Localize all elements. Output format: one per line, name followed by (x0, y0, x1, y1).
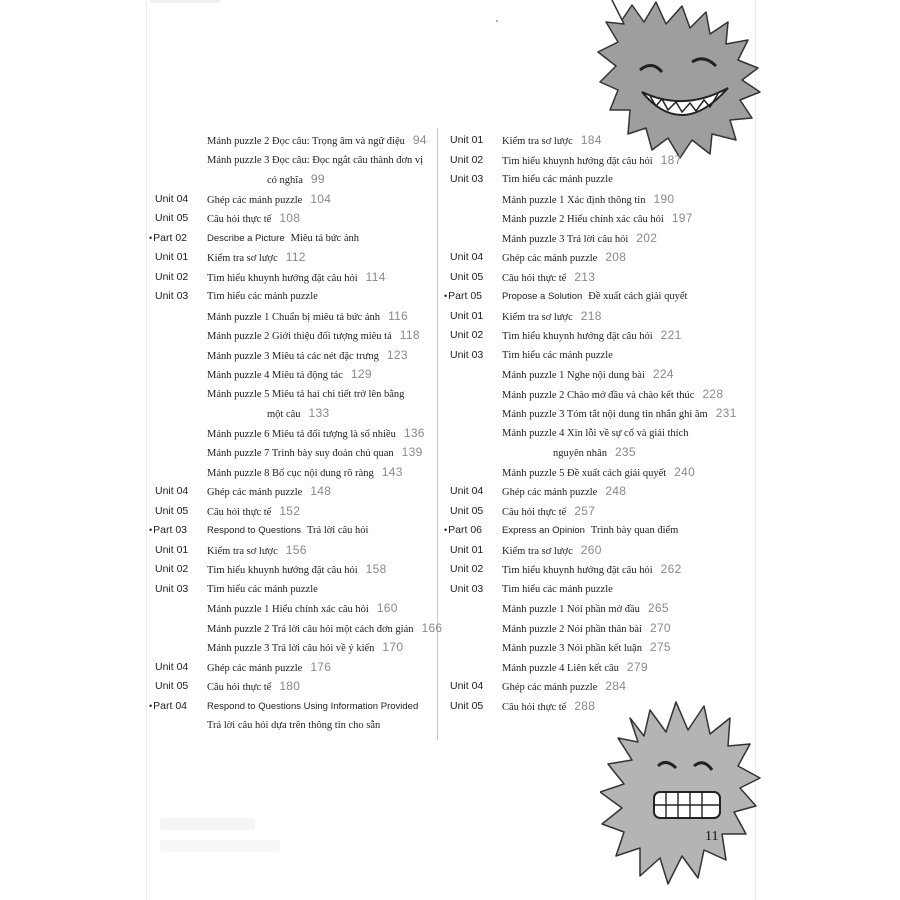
entry-text: Mảnh puzzle 5 Đề xuất cách giải quyết (502, 467, 667, 479)
toc-entry (155, 326, 440, 346)
entry-text: Tìm hiểu các mảnh puzzle (502, 583, 613, 595)
entry-title (502, 229, 657, 250)
page-ref: 202 (636, 230, 658, 245)
entry-title (502, 658, 648, 679)
entry-title (553, 443, 636, 464)
entry-text: Mảnh puzzle 1 Xác định thông tin (502, 194, 646, 206)
part-english-title: Respond to Questions Using Information Provided (207, 700, 419, 712)
toc-entry (155, 580, 440, 600)
entry-text: Mảnh puzzle 4 Xin lỗi về sự cố và giải thích (502, 427, 689, 439)
page-ref: 158 (365, 562, 387, 576)
entry-title (207, 502, 300, 523)
page-ref: 116 (388, 308, 409, 323)
entry-text: Mảnh puzzle 3 Trả lời câu hỏi về ý kiến (207, 643, 375, 654)
page-ref: 160 (376, 601, 398, 615)
page-ref: 224 (652, 367, 674, 381)
entry-title (267, 170, 325, 191)
bullet-dot: • (444, 291, 448, 301)
unit-label: Unit 05 (450, 699, 484, 712)
page-ref: 187 (660, 152, 682, 167)
unit-label: Unit 03 (450, 348, 484, 361)
toc-entry (155, 287, 440, 307)
page-ref: 228 (702, 386, 724, 401)
toc-entry (450, 502, 740, 522)
entry-text: Mảnh puzzle 3 Tóm tắt nội dung tin nhắn ghi âm (502, 409, 708, 420)
toc-entry (450, 385, 740, 405)
entry-text: Mảnh puzzle 8 Bố cục nội dung rõ ràng (207, 467, 374, 479)
entry-title (502, 131, 602, 152)
toc-entry (155, 248, 440, 268)
entry-text: Mảnh puzzle 4 Miêu tả động tác (207, 370, 343, 381)
toc-entry (155, 365, 440, 385)
entry-title (502, 599, 669, 620)
bullet-dot: • (149, 232, 153, 243)
entry-title (502, 541, 602, 562)
entry-title (207, 580, 318, 600)
toc-entry (450, 248, 740, 268)
entry-text: nguyên nhân (553, 448, 607, 459)
page-ref: 265 (647, 601, 669, 615)
toc-left-column (149, 131, 443, 736)
toc-entry (155, 599, 440, 619)
toc-entry (155, 190, 440, 210)
toc-entry (444, 521, 740, 541)
page-ref: 197 (671, 211, 693, 225)
part-label: •Part 05 (444, 290, 483, 302)
page-ref: 279 (626, 659, 648, 674)
entry-title (502, 307, 602, 328)
entry-text: Câu hỏi thực tế (502, 272, 567, 284)
entry-title (502, 365, 674, 386)
entry-text: Câu hỏi thực tế (502, 506, 567, 518)
unit-label: Unit 02 (155, 270, 189, 283)
toc-entry (155, 619, 443, 639)
entry-title (207, 190, 331, 211)
entry-text: Tìm hiểu các mảnh puzzle (502, 174, 613, 185)
toc-entry (450, 209, 740, 229)
toc-entry (155, 424, 440, 444)
toc-entry (155, 482, 440, 502)
entry-title (502, 463, 695, 484)
entry-title (207, 697, 424, 717)
page-ref: 118 (399, 328, 420, 342)
entry-text: Mảnh puzzle 3 Nói phần kết luận (502, 643, 642, 654)
entry-title (207, 248, 306, 269)
entry-text: Mảnh puzzle 1 Hiểu chính xác câu hỏi (207, 604, 369, 615)
entry-title (502, 268, 595, 289)
toc-entry (450, 541, 740, 561)
entry-title (207, 658, 331, 679)
entry-text: Ghép các mảnh puzzle (502, 682, 598, 693)
entry-title (207, 268, 386, 289)
toc-entry (450, 307, 740, 327)
page-ref: 166 (421, 620, 443, 635)
entry-title (207, 619, 442, 640)
toc-entry (149, 521, 440, 541)
faint-mark (150, 0, 220, 3)
page-ref: 248 (605, 484, 627, 498)
unit-label: Unit 03 (450, 173, 484, 185)
page-ref: 190 (653, 191, 675, 206)
sun-mascot-grimacing-icon (600, 688, 770, 900)
entry-title (207, 424, 425, 445)
entry-text: Đề xuất cách giải quyết (588, 291, 688, 302)
unit-label: Unit 04 (155, 485, 189, 497)
page-ref: 260 (580, 542, 602, 557)
toc-entry (155, 638, 440, 658)
entry-title (502, 151, 682, 172)
entry-text: Mảnh puzzle 2 Chào mở đầu và chào kết thúc (502, 389, 695, 401)
entry-title (502, 404, 737, 425)
toc-entry (450, 131, 740, 151)
page-ref: 218 (580, 308, 602, 323)
toc-entry (450, 619, 740, 639)
unit-label: Unit 03 (155, 290, 189, 302)
toc-entry (450, 170, 740, 190)
page-ref: 136 (403, 425, 425, 440)
toc-entry (450, 463, 740, 483)
unit-label: Unit 04 (450, 680, 484, 692)
part-label: •Part 04 (149, 699, 188, 712)
toc-entry (155, 560, 440, 580)
part-english-title: Express an Opinion (502, 525, 585, 536)
print-speck (496, 20, 498, 22)
entry-text: Mảnh puzzle 1 Nói phần mở đầu (502, 604, 640, 615)
entry-title (207, 463, 403, 484)
entry-title (207, 307, 408, 328)
entry-title (207, 541, 307, 562)
entry-title (502, 677, 626, 698)
entry-title (207, 346, 408, 367)
entry-text: Mảnh puzzle 2 Hiểu chính xác câu hỏi (502, 214, 664, 225)
toc-entry (450, 229, 740, 249)
page-ref: 152 (279, 503, 301, 518)
page-ref: 99 (310, 172, 325, 186)
toc-entry (450, 268, 740, 288)
entry-title (502, 580, 613, 600)
toc-entry (155, 443, 440, 463)
entry-text: Tìm hiểu các mảnh puzzle (502, 349, 613, 361)
toc-entry (444, 287, 740, 307)
entry-title (207, 638, 403, 659)
unit-label: Unit 05 (155, 504, 189, 517)
toc-entry (450, 677, 740, 697)
toc-entry (155, 209, 440, 229)
entry-text: Kiểm tra sơ lược (502, 545, 573, 557)
entry-text: Câu hỏi thực tế (207, 506, 272, 518)
part-label: •Part 02 (149, 231, 188, 244)
entry-title (502, 619, 671, 640)
entry-text: Mảnh puzzle 7 Trình bày suy đoán chủ quan (207, 448, 394, 459)
toc-entry (155, 385, 440, 405)
unit-label: Unit 01 (450, 134, 484, 146)
entry-text: Tìm hiểu khuynh hướng đặt câu hỏi (502, 155, 653, 167)
entry-text: Tìm hiểu khuynh hướng đặt câu hỏi (207, 272, 358, 284)
toc-entry (450, 346, 740, 366)
entry-text: Kiểm tra sơ lược (207, 545, 278, 557)
entry-title (502, 248, 626, 269)
toc-entry (155, 463, 440, 483)
page-ref: 221 (660, 328, 682, 342)
unit-label: Unit 02 (450, 563, 484, 575)
entry-title (502, 209, 693, 230)
unit-label: Unit 03 (450, 582, 484, 595)
toc-entry (450, 424, 740, 444)
entry-title (267, 404, 329, 425)
entry-title (207, 365, 372, 386)
entry-title (502, 482, 626, 503)
part-english-title: Describe a Picture (207, 232, 285, 244)
entry-title (502, 346, 613, 366)
unit-label: Unit 04 (155, 192, 189, 205)
toc-entry (450, 482, 740, 502)
page-ref: 275 (649, 640, 671, 654)
faint-mark (160, 840, 280, 852)
toc-entry (450, 697, 740, 717)
entry-text: Mảnh puzzle 2 Đọc câu: Trọng âm và ngữ điệu (207, 136, 405, 147)
entry-text: Kiểm tra sơ lược (207, 253, 278, 264)
page-ref: 235 (614, 445, 636, 459)
page-ref: 176 (310, 659, 332, 674)
bullet-dot: • (149, 700, 153, 711)
entry-title (502, 697, 595, 718)
entry-title (502, 638, 671, 659)
toc-entry (450, 560, 740, 580)
entry-title (207, 385, 404, 405)
entry-title (502, 170, 613, 190)
part-english-title: Respond to Questions (207, 525, 302, 536)
page-number: 11 (705, 829, 719, 844)
bullet-dot: • (444, 525, 448, 535)
unit-label: Unit 02 (450, 329, 484, 341)
page-ref: 170 (382, 640, 404, 654)
page-ref: 288 (574, 698, 596, 713)
page-ref: 104 (310, 191, 332, 206)
page-ref: 156 (285, 542, 307, 557)
entry-text: Câu hỏi thực tế (502, 701, 567, 713)
page-ref: 180 (279, 679, 301, 693)
entry-text: Mảnh puzzle 1 Chuẩn bị miêu tả bức ảnh (207, 311, 381, 323)
toc-entry (450, 638, 740, 658)
entry-text: Trình bày quan điểm (590, 525, 679, 536)
unit-label: Unit 01 (155, 251, 189, 263)
toc-entry (155, 307, 440, 327)
entry-text: Tìm hiểu các mảnh puzzle (207, 583, 318, 595)
entry-text: Ghép các mảnh puzzle (207, 194, 303, 206)
unit-label: Unit 03 (155, 582, 189, 595)
entry-text: Trả lời câu hỏi (307, 525, 369, 536)
entry-title (502, 502, 595, 523)
toc-entry (450, 365, 740, 385)
page-ref: 213 (574, 269, 596, 284)
page-ref: 108 (279, 211, 301, 225)
page-ref: 270 (649, 620, 671, 635)
entry-text: Mảnh puzzle 4 Liên kết câu (502, 662, 619, 674)
entry-text: Mảnh puzzle 3 Miêu tả các nét đặc trưng (207, 350, 379, 362)
entry-text: Miêu tả bức ảnh (290, 232, 360, 244)
page-ref: 133 (308, 406, 330, 420)
entry-text: Ghép các mảnh puzzle (207, 487, 303, 498)
entry-title (502, 326, 682, 347)
toc-right-column (444, 131, 740, 716)
toc-entry (155, 151, 440, 171)
entry-text: Trả lời câu hỏi dựa trên thông tin cho sẵn (207, 720, 381, 731)
entry-text: một câu (267, 409, 301, 420)
toc-entry (155, 404, 440, 424)
entry-text: Mảnh puzzle 6 Miêu tả đối tượng là số nhiều (207, 428, 396, 440)
page-ref: 257 (574, 503, 596, 518)
unit-label: Unit 04 (155, 660, 189, 673)
unit-label: Unit 04 (450, 485, 484, 497)
unit-label: Unit 02 (155, 563, 189, 575)
unit-label: Unit 02 (450, 153, 484, 166)
toc-entry (155, 170, 440, 190)
unit-label: Unit 05 (155, 212, 189, 224)
entry-title (502, 385, 723, 406)
entry-title (207, 209, 300, 230)
entry-title (207, 716, 380, 736)
page-ref: 112 (285, 250, 306, 264)
toc-entry (450, 580, 740, 600)
toc-entry (155, 716, 440, 736)
entry-text: Mảnh puzzle 3 Trả lời câu hỏi (502, 233, 629, 245)
entry-title (502, 287, 687, 307)
page-ref: 139 (401, 445, 423, 459)
entry-text: Câu hỏi thực tế (207, 682, 272, 693)
page-ref: 123 (386, 347, 408, 362)
page-ref: 231 (715, 406, 737, 420)
entry-text: có nghĩa (267, 175, 303, 186)
page-ref: 240 (674, 464, 696, 479)
entry-title (502, 521, 678, 541)
toc-entry (450, 151, 740, 171)
entry-title (502, 190, 674, 211)
unit-label: Unit 01 (450, 309, 484, 322)
unit-label: Unit 01 (155, 543, 189, 556)
toc-entry (155, 541, 440, 561)
unit-label: Unit 04 (450, 251, 484, 263)
part-english-title: Propose a Solution (502, 291, 583, 302)
entry-title (207, 326, 420, 347)
entry-text: Mảnh puzzle 3 Đọc câu: Đọc ngắt câu thành đơn vị (207, 154, 424, 166)
entry-title (207, 482, 331, 503)
page-ref: 94 (412, 133, 427, 147)
entry-text: Mảnh puzzle 5 Miêu tả hai chi tiết trở lên bằng (207, 388, 405, 400)
toc-entry (149, 697, 440, 717)
bullet-dot: • (149, 525, 153, 535)
part-label: •Part 06 (444, 524, 483, 536)
entry-text: Ghép các mảnh puzzle (502, 253, 598, 264)
entry-text: Tìm hiểu các mảnh puzzle (207, 291, 318, 302)
entry-title (207, 229, 359, 249)
toc-entry (155, 131, 440, 151)
entry-title (207, 599, 398, 620)
unit-label: Unit 05 (450, 504, 484, 517)
unit-label: Unit 05 (450, 270, 484, 283)
page-ref: 284 (605, 679, 627, 693)
entry-title (207, 287, 318, 307)
toc-entry (450, 190, 740, 210)
toc-entry (155, 658, 440, 678)
entry-text: Mảnh puzzle 2 Nói phần thân bài (502, 623, 642, 635)
entry-text: Ghép các mảnh puzzle (502, 487, 598, 498)
page-ref: 208 (605, 250, 627, 264)
entry-text: Kiểm tra sơ lược (502, 136, 573, 147)
unit-label: Unit 05 (155, 680, 189, 692)
entry-title (502, 424, 688, 444)
entry-text: Tìm hiểu khuynh hướng đặt câu hỏi (502, 565, 653, 576)
toc-entry (450, 599, 740, 619)
entry-title (207, 677, 300, 698)
entry-title (207, 560, 387, 581)
entry-text: Ghép các mảnh puzzle (207, 662, 303, 674)
outer-margin (0, 0, 147, 900)
entry-title (207, 151, 423, 171)
page-ref: 129 (350, 367, 372, 381)
entry-title (207, 131, 427, 152)
page-ref: 184 (580, 133, 602, 147)
entry-title (207, 443, 423, 464)
toc-entry (450, 326, 740, 346)
toc-entry (149, 229, 440, 249)
toc-entry (450, 443, 740, 463)
entry-text: Mảnh puzzle 2 Trả lời câu hỏi một cách đơn giản (207, 623, 414, 635)
toc-entry (155, 502, 440, 522)
part-label: •Part 03 (149, 524, 188, 536)
entry-text: Mảnh puzzle 1 Nghe nội dung bài (502, 370, 645, 381)
entry-text: Tìm hiểu khuynh hướng đặt câu hỏi (502, 331, 653, 342)
entry-text: Kiểm tra sơ lược (502, 311, 573, 323)
toc-entry (450, 404, 740, 424)
toc-entry (450, 658, 740, 678)
faint-mark (160, 818, 255, 830)
toc-entry (155, 677, 440, 697)
page-ref: 148 (310, 484, 332, 498)
unit-label: Unit 01 (450, 543, 484, 556)
toc-entry (155, 346, 440, 366)
page-ref: 262 (660, 562, 682, 576)
entry-title (207, 521, 368, 541)
page-ref: 114 (365, 269, 386, 284)
entry-text: Câu hỏi thực tế (207, 214, 272, 225)
entry-text: Mảnh puzzle 2 Giới thiệu đối tượng miêu tả (207, 331, 392, 342)
entry-title (502, 560, 682, 581)
entry-text: Tìm hiểu khuynh hướng đặt câu hỏi (207, 565, 358, 576)
page-ref: 143 (381, 464, 403, 479)
toc-entry (155, 268, 440, 288)
